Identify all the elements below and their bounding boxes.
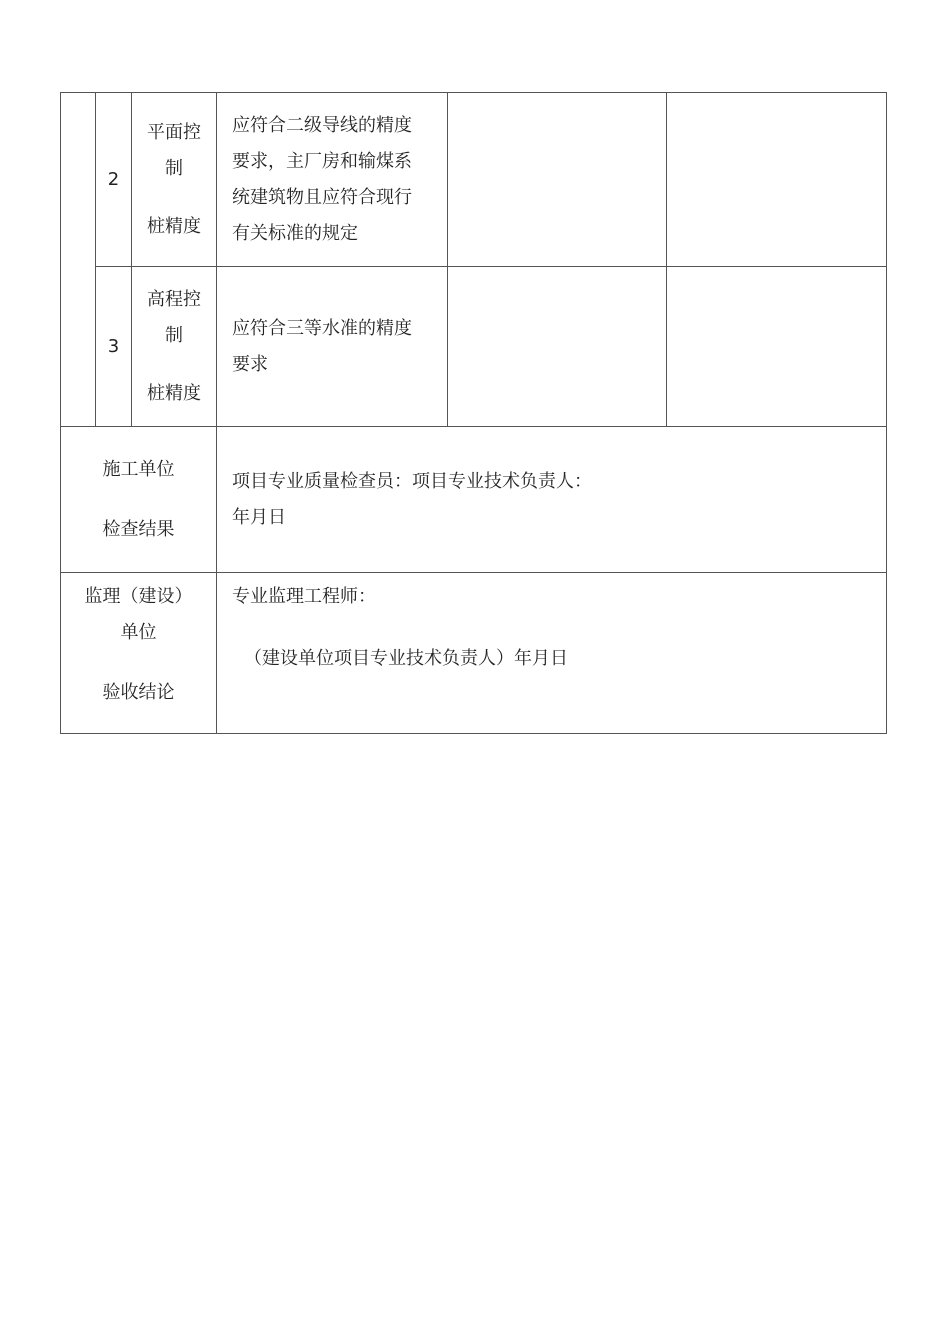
requirement-cell xyxy=(217,267,448,427)
supervision-label-cell xyxy=(61,573,217,734)
construction-signers: 项目专业质量检查员：项目专业技术负责人： xyxy=(232,470,592,492)
requirement-line: 应符合二级导线的精度 xyxy=(232,114,412,136)
item-name-cell xyxy=(132,93,217,267)
table-row xyxy=(61,573,887,734)
construction-result-cell xyxy=(217,427,887,573)
supervising-engineer: 专业监理工程师： xyxy=(232,586,376,607)
supervision-result-cell xyxy=(217,573,887,734)
acceptance-result-cell xyxy=(667,93,887,267)
item-name-line: 桩精度 xyxy=(147,382,201,404)
item-name-line: 桩精度 xyxy=(147,215,201,237)
requirement-line: 有关标准的规定 xyxy=(232,222,358,244)
table-row xyxy=(61,427,887,573)
requirement-line: 要求，主厂房和输煤系 xyxy=(232,150,412,172)
owner-representative: （建设单位项目专业技术负责人）年月日 xyxy=(244,648,568,669)
row-index: 3 xyxy=(107,335,120,357)
construction-date: 年月日 xyxy=(232,506,286,528)
inspection-form-table xyxy=(60,92,887,734)
requirement-line: 要求 xyxy=(232,353,268,375)
supervision-label-line3: 验收结论 xyxy=(102,682,175,703)
requirement-cell xyxy=(217,93,448,267)
item-name-line: 高程控 xyxy=(147,288,201,310)
row-index-cell xyxy=(96,267,132,427)
construction-label-line2: 检查结果 xyxy=(102,518,175,540)
requirement-line: 应符合三等水准的精度 xyxy=(232,317,412,339)
row-index: 2 xyxy=(107,168,120,190)
supervision-label-line2: 单位 xyxy=(120,622,157,643)
item-name-line: 制 xyxy=(165,157,183,179)
item-name-line: 平面控 xyxy=(147,121,201,143)
row-index-cell xyxy=(96,93,132,267)
construction-label-cell xyxy=(61,427,217,573)
group-cell xyxy=(61,93,96,427)
requirement-line: 统建筑物且应符合现行 xyxy=(232,186,412,208)
construction-label-line1: 施工单位 xyxy=(102,458,175,480)
item-name-line: 制 xyxy=(165,324,183,346)
inspection-result-cell xyxy=(448,267,667,427)
acceptance-result-cell xyxy=(667,267,887,427)
table-row xyxy=(61,93,887,267)
supervision-label-line1: 监理（建设） xyxy=(84,586,193,607)
table-row xyxy=(61,267,887,427)
item-name-cell xyxy=(132,267,217,427)
inspection-result-cell xyxy=(448,93,667,267)
